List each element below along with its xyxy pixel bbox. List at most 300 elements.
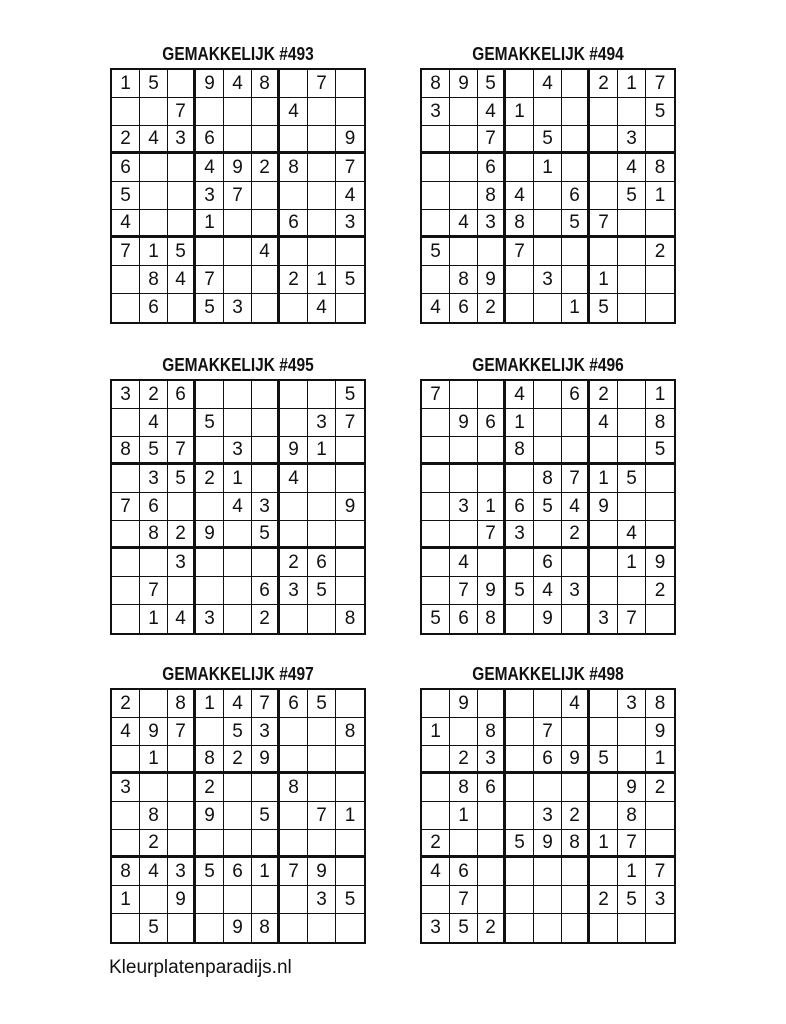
- sudoku-cell: 4: [308, 294, 336, 322]
- sudoku-cell: [224, 830, 252, 858]
- sudoku-cell: [336, 465, 364, 493]
- sudoku-cell: [646, 605, 674, 633]
- sudoku-cell: [450, 238, 478, 266]
- sudoku-cell: 4: [252, 238, 280, 266]
- sudoku-cell: [252, 381, 280, 409]
- sudoku-cell: [112, 465, 140, 493]
- sudoku-cell: 8: [478, 718, 506, 746]
- sudoku-cell: 4: [224, 690, 252, 718]
- sudoku-cell: [562, 718, 590, 746]
- sudoku-cell: 2: [168, 521, 196, 549]
- sudoku-cell: 7: [112, 238, 140, 266]
- sudoku-cell: [196, 549, 224, 577]
- sudoku-cell: 5: [196, 409, 224, 437]
- sudoku-cell: 2: [224, 746, 252, 774]
- sudoku-cell: [562, 238, 590, 266]
- sudoku-cell: 7: [168, 98, 196, 126]
- sudoku-cell: 1: [196, 210, 224, 238]
- sudoku-cell: [422, 493, 450, 521]
- sudoku-cell: [618, 381, 646, 409]
- sudoku-cell: [646, 493, 674, 521]
- sudoku-cell: [224, 802, 252, 830]
- sudoku-cell: 1: [590, 465, 618, 493]
- sudoku-cell: 3: [252, 718, 280, 746]
- sudoku-cell: 3: [590, 605, 618, 633]
- sudoku-cell: [196, 718, 224, 746]
- sudoku-cell: 7: [450, 886, 478, 914]
- sudoku-cell: [336, 858, 364, 886]
- sudoku-cell: 1: [224, 465, 252, 493]
- sudoku-cell: [422, 210, 450, 238]
- sudoku-cell: [308, 238, 336, 266]
- sudoku-cell: [252, 465, 280, 493]
- puzzle-title: GEMAKKELIJK #493: [162, 44, 314, 64]
- sudoku-cell: [478, 465, 506, 493]
- sudoku-cell: 1: [308, 437, 336, 465]
- sudoku-cell: 6: [280, 210, 308, 238]
- sudoku-cell: [280, 886, 308, 914]
- sudoku-cell: 8: [506, 210, 534, 238]
- sudoku-cell: [224, 605, 252, 633]
- sudoku-cell: [252, 266, 280, 294]
- sudoku-cell: [618, 266, 646, 294]
- sudoku-cell: [506, 154, 534, 182]
- sudoku-cell: [252, 886, 280, 914]
- sudoku-cell: [168, 746, 196, 774]
- sudoku-cell: 2: [590, 70, 618, 98]
- sudoku-cell: 6: [224, 858, 252, 886]
- sudoku-cell: [506, 718, 534, 746]
- sudoku-cell: 7: [618, 605, 646, 633]
- sudoku-cell: 8: [280, 774, 308, 802]
- sudoku-cell: 8: [252, 70, 280, 98]
- sudoku-cell: [422, 746, 450, 774]
- sudoku-cell: 7: [478, 126, 506, 154]
- sudoku-cell: [168, 182, 196, 210]
- sudoku-cell: 5: [140, 914, 168, 942]
- sudoku-cell: [308, 98, 336, 126]
- sudoku-cell: [646, 802, 674, 830]
- sudoku-cell: [308, 493, 336, 521]
- sudoku-cell: [336, 238, 364, 266]
- sudoku-cell: [422, 266, 450, 294]
- sudoku-cell: 4: [562, 493, 590, 521]
- sudoku-cell: 2: [252, 154, 280, 182]
- sudoku-cell: [618, 238, 646, 266]
- site-credit: Kleurplatenparadijs.nl: [109, 957, 292, 978]
- sudoku-grid: [110, 68, 366, 324]
- sudoku-cell: 7: [252, 690, 280, 718]
- sudoku-cell: 4: [534, 70, 562, 98]
- sudoku-cell: [280, 521, 308, 549]
- sudoku-cell: [140, 690, 168, 718]
- sudoku-cell: 5: [168, 465, 196, 493]
- sudoku-cell: [422, 126, 450, 154]
- sudoku-cell: 9: [280, 437, 308, 465]
- sudoku-cell: 7: [112, 493, 140, 521]
- sudoku-cell: 3: [336, 210, 364, 238]
- sudoku-cell: [112, 605, 140, 633]
- sudoku-cell: 8: [646, 409, 674, 437]
- sudoku-cell: [618, 98, 646, 126]
- sudoku-cell: [224, 98, 252, 126]
- sudoku-cell: 3: [252, 493, 280, 521]
- sudoku-cell: 4: [140, 126, 168, 154]
- sudoku-cell: [112, 294, 140, 322]
- sudoku-cell: [168, 154, 196, 182]
- sudoku-cell: 3: [618, 126, 646, 154]
- sudoku-cell: [506, 266, 534, 294]
- sudoku-cell: 7: [140, 577, 168, 605]
- sudoku-cell: [590, 98, 618, 126]
- sudoku-cell: [562, 409, 590, 437]
- sudoku-cell: 4: [112, 718, 140, 746]
- sudoku-cell: [168, 830, 196, 858]
- sudoku-cell: 5: [196, 858, 224, 886]
- sudoku-cell: 7: [590, 210, 618, 238]
- sudoku-cell: 6: [308, 549, 336, 577]
- sudoku-cell: [646, 521, 674, 549]
- sudoku-cell: 4: [618, 154, 646, 182]
- sudoku-cell: [112, 266, 140, 294]
- sudoku-cell: [618, 746, 646, 774]
- sudoku-cell: [422, 437, 450, 465]
- sudoku-cell: 5: [590, 294, 618, 322]
- sudoku-cell: 1: [618, 70, 646, 98]
- sudoku-cell: 8: [196, 746, 224, 774]
- sudoku-cell: 1: [196, 690, 224, 718]
- puzzle-title: GEMAKKELIJK #494: [472, 44, 624, 64]
- sudoku-cell: [422, 154, 450, 182]
- sudoku-cell: [450, 126, 478, 154]
- sudoku-cell: 2: [252, 605, 280, 633]
- sudoku-cell: 9: [196, 521, 224, 549]
- sudoku-cell: [506, 690, 534, 718]
- sudoku-cell: 2: [590, 381, 618, 409]
- sudoku-cell: 7: [280, 858, 308, 886]
- sudoku-cell: [534, 210, 562, 238]
- sudoku-cell: [422, 409, 450, 437]
- sudoku-cell: 1: [336, 802, 364, 830]
- sudoku-cell: [478, 381, 506, 409]
- sudoku-cell: [478, 690, 506, 718]
- sudoku-cell: 1: [140, 746, 168, 774]
- sudoku-cell: [196, 914, 224, 942]
- sudoku-cell: [280, 238, 308, 266]
- sudoku-cell: 1: [308, 266, 336, 294]
- sudoku-cell: [196, 437, 224, 465]
- sudoku-cell: 6: [112, 154, 140, 182]
- sudoku-cell: 3: [478, 746, 506, 774]
- sudoku-cell: [450, 830, 478, 858]
- sudoku-cell: [422, 802, 450, 830]
- sudoku-cell: [534, 914, 562, 942]
- sudoku-cell: [168, 70, 196, 98]
- sudoku-cell: [280, 409, 308, 437]
- sudoku-cell: 6: [478, 774, 506, 802]
- sudoku-cell: [280, 830, 308, 858]
- sudoku-cell: [336, 98, 364, 126]
- sudoku-cell: [224, 409, 252, 437]
- sudoku-cell: 7: [336, 409, 364, 437]
- sudoku-cell: 1: [422, 718, 450, 746]
- sudoku-cell: [534, 690, 562, 718]
- sudoku-cell: [450, 154, 478, 182]
- sudoku-cell: [224, 238, 252, 266]
- sudoku-cell: 5: [140, 70, 168, 98]
- sudoku-cell: 1: [506, 98, 534, 126]
- sudoku-cell: [252, 210, 280, 238]
- sudoku-cell: [112, 521, 140, 549]
- sudoku-cell: 6: [140, 294, 168, 322]
- sudoku-cell: [450, 98, 478, 126]
- sudoku-cell: [140, 98, 168, 126]
- sudoku-cell: 2: [478, 914, 506, 942]
- sudoku-cell: [506, 886, 534, 914]
- sudoku-cell: [280, 70, 308, 98]
- sudoku-cell: [196, 381, 224, 409]
- sudoku-cell: [308, 746, 336, 774]
- sudoku-cell: 8: [506, 437, 534, 465]
- sudoku-cell: [534, 886, 562, 914]
- sudoku-cell: [308, 126, 336, 154]
- sudoku-cell: 2: [478, 294, 506, 322]
- sudoku-cell: 9: [450, 409, 478, 437]
- sudoku-cell: [590, 858, 618, 886]
- sudoku-cell: 3: [422, 98, 450, 126]
- sudoku-cell: [140, 154, 168, 182]
- sudoku-cell: [562, 774, 590, 802]
- sudoku-cell: [308, 521, 336, 549]
- sudoku-cell: [422, 886, 450, 914]
- sudoku-cell: 7: [224, 182, 252, 210]
- sudoku-cell: 4: [590, 409, 618, 437]
- sudoku-cell: 5: [308, 690, 336, 718]
- sudoku-cell: [534, 437, 562, 465]
- sudoku-cell: 2: [140, 381, 168, 409]
- sudoku-cell: [140, 886, 168, 914]
- sudoku-cell: 5: [450, 914, 478, 942]
- sudoku-cell: 9: [450, 690, 478, 718]
- sudoku-cell: 4: [336, 182, 364, 210]
- sudoku-cell: [618, 493, 646, 521]
- sudoku-cell: [308, 465, 336, 493]
- sudoku-cell: 4: [450, 210, 478, 238]
- sudoku-cell: [534, 98, 562, 126]
- sudoku-cell: [280, 182, 308, 210]
- sudoku-cell: 8: [280, 154, 308, 182]
- sudoku-cell: 3: [112, 774, 140, 802]
- sudoku-cell: [506, 549, 534, 577]
- sudoku-cell: 3: [168, 549, 196, 577]
- sudoku-cell: [308, 774, 336, 802]
- sudoku-cell: 9: [336, 493, 364, 521]
- sudoku-cell: 6: [196, 126, 224, 154]
- sudoku-cell: [590, 126, 618, 154]
- puzzle-title: GEMAKKELIJK #495: [162, 355, 314, 375]
- sudoku-cell: [534, 238, 562, 266]
- sudoku-cell: 7: [422, 381, 450, 409]
- sudoku-cell: 6: [562, 381, 590, 409]
- sudoku-cell: [196, 830, 224, 858]
- puzzle-title: GEMAKKELIJK #498: [472, 664, 624, 684]
- sudoku-cell: [224, 521, 252, 549]
- sudoku-cell: [168, 210, 196, 238]
- sudoku-cell: [280, 605, 308, 633]
- sudoku-cell: [196, 886, 224, 914]
- sudoku-cell: [196, 238, 224, 266]
- sudoku-cell: 5: [422, 238, 450, 266]
- sudoku-cell: 6: [140, 493, 168, 521]
- sudoku-cell: [506, 605, 534, 633]
- sudoku-cell: [422, 577, 450, 605]
- sudoku-cell: [280, 914, 308, 942]
- sudoku-cell: 4: [422, 858, 450, 886]
- sudoku-cell: 3: [196, 182, 224, 210]
- sudoku-cell: 4: [224, 70, 252, 98]
- sudoku-cell: [450, 718, 478, 746]
- sudoku-cell: 1: [562, 294, 590, 322]
- sudoku-cell: [618, 437, 646, 465]
- sudoku-cell: 5: [534, 126, 562, 154]
- sudoku-cell: 9: [252, 746, 280, 774]
- sudoku-cell: 5: [646, 98, 674, 126]
- sudoku-cell: 8: [534, 465, 562, 493]
- sudoku-cell: [506, 126, 534, 154]
- sudoku-cell: 9: [308, 858, 336, 886]
- sudoku-cell: [506, 858, 534, 886]
- sudoku-cell: [478, 802, 506, 830]
- sudoku-cell: [562, 154, 590, 182]
- sudoku-cell: 5: [336, 381, 364, 409]
- sudoku-cell: [590, 577, 618, 605]
- sudoku-cell: [336, 521, 364, 549]
- sudoku-cell: [168, 774, 196, 802]
- sudoku-cell: 4: [196, 154, 224, 182]
- sudoku-cell: 9: [196, 802, 224, 830]
- sudoku-cell: 4: [450, 549, 478, 577]
- sudoku-cell: 2: [280, 549, 308, 577]
- sudoku-cell: [112, 746, 140, 774]
- sudoku-cell: [562, 914, 590, 942]
- sudoku-cell: 3: [168, 126, 196, 154]
- sudoku-cell: [590, 774, 618, 802]
- sudoku-cell: [168, 409, 196, 437]
- sudoku-cell: 4: [422, 294, 450, 322]
- sudoku-cell: 9: [646, 718, 674, 746]
- sudoku-cell: [534, 294, 562, 322]
- sudoku-cell: 2: [590, 886, 618, 914]
- sudoku-cell: [252, 182, 280, 210]
- sudoku-cell: [618, 409, 646, 437]
- sudoku-cell: 8: [140, 521, 168, 549]
- sudoku-cell: [224, 381, 252, 409]
- sudoku-cell: 9: [168, 886, 196, 914]
- sudoku-grid: [420, 379, 676, 635]
- sudoku-cell: [450, 465, 478, 493]
- sudoku-cell: 8: [478, 605, 506, 633]
- sudoku-cell: [422, 182, 450, 210]
- sudoku-cell: 4: [112, 210, 140, 238]
- sudoku-cell: 3: [506, 521, 534, 549]
- sudoku-cell: 8: [450, 774, 478, 802]
- sudoku-cell: [308, 210, 336, 238]
- sudoku-cell: [422, 549, 450, 577]
- sudoku-cell: 2: [280, 266, 308, 294]
- sudoku-cell: 7: [646, 70, 674, 98]
- sudoku-cell: 1: [646, 182, 674, 210]
- sudoku-cell: 1: [618, 549, 646, 577]
- sudoku-cell: [590, 238, 618, 266]
- sudoku-cell: 6: [534, 549, 562, 577]
- sudoku-cell: 5: [308, 577, 336, 605]
- sudoku-cell: 6: [450, 605, 478, 633]
- sudoku-cell: [478, 437, 506, 465]
- sudoku-cell: 8: [140, 802, 168, 830]
- sudoku-cell: 5: [252, 802, 280, 830]
- sudoku-cell: [590, 154, 618, 182]
- sudoku-cell: 8: [646, 690, 674, 718]
- sudoku-cell: 4: [506, 182, 534, 210]
- sudoku-cell: 9: [618, 774, 646, 802]
- sudoku-cell: 8: [112, 858, 140, 886]
- sudoku-cell: [252, 437, 280, 465]
- sudoku-cell: 5: [646, 437, 674, 465]
- sudoku-cell: 4: [534, 577, 562, 605]
- sudoku-cell: [506, 465, 534, 493]
- sudoku-cell: [280, 746, 308, 774]
- sudoku-cell: [646, 465, 674, 493]
- sudoku-cell: [506, 294, 534, 322]
- sudoku-cell: [308, 154, 336, 182]
- sudoku-cell: [562, 70, 590, 98]
- sudoku-cell: [478, 858, 506, 886]
- sudoku-cell: [168, 577, 196, 605]
- sudoku-cell: [534, 381, 562, 409]
- sudoku-cell: [450, 182, 478, 210]
- sudoku-cell: 4: [618, 521, 646, 549]
- sudoku-cell: [280, 493, 308, 521]
- sudoku-cell: 7: [168, 437, 196, 465]
- sudoku-cell: [336, 914, 364, 942]
- sudoku-cell: [168, 493, 196, 521]
- sudoku-cell: [308, 605, 336, 633]
- sudoku-cell: 2: [112, 690, 140, 718]
- sudoku-cell: [140, 182, 168, 210]
- sudoku-cell: 8: [336, 718, 364, 746]
- sudoku-cell: [336, 70, 364, 98]
- sudoku-cell: 5: [196, 294, 224, 322]
- sudoku-cell: 3: [534, 266, 562, 294]
- sudoku-cell: [478, 238, 506, 266]
- sudoku-cell: [140, 549, 168, 577]
- sudoku-cell: 9: [562, 746, 590, 774]
- sudoku-cell: [308, 914, 336, 942]
- sudoku-cell: 8: [562, 830, 590, 858]
- sudoku-cell: [252, 126, 280, 154]
- sudoku-cell: 4: [506, 381, 534, 409]
- sudoku-cell: [590, 182, 618, 210]
- sudoku-cell: [646, 210, 674, 238]
- sudoku-grid: [420, 688, 676, 944]
- sudoku-cell: 9: [478, 577, 506, 605]
- sudoku-cell: [562, 437, 590, 465]
- sudoku-cell: [140, 210, 168, 238]
- sudoku-cell: [646, 294, 674, 322]
- sudoku-cell: 5: [506, 577, 534, 605]
- sudoku-cell: 9: [224, 914, 252, 942]
- puzzle-title: GEMAKKELIJK #497: [162, 664, 314, 684]
